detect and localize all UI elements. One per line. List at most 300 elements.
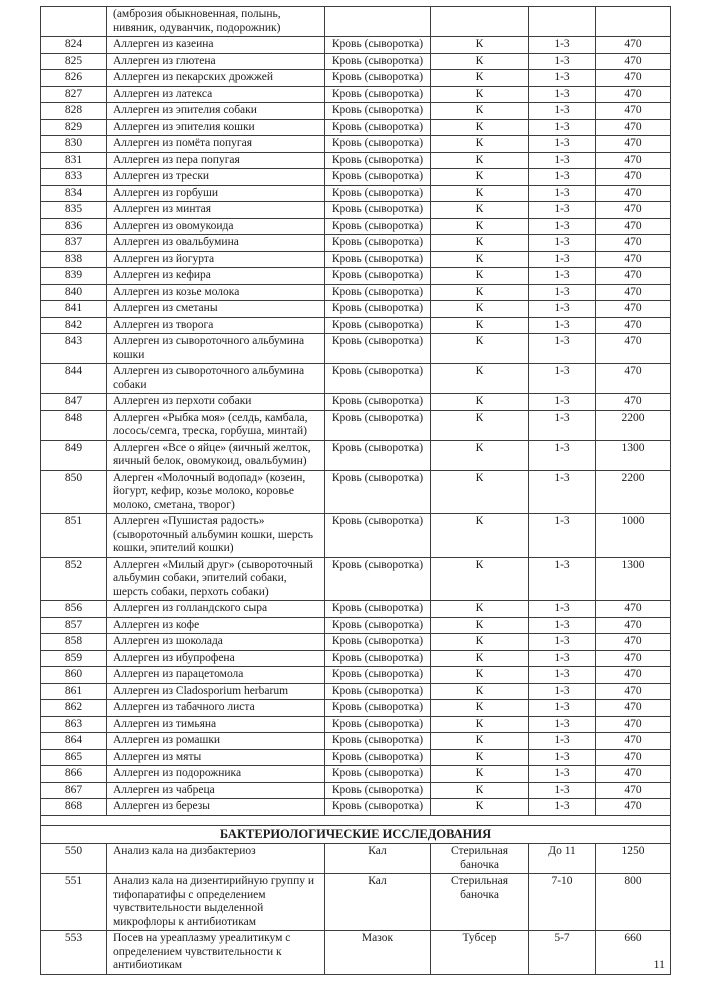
cell-biomaterial: Кал bbox=[325, 874, 431, 931]
cell-name: Аллерген из овальбумина bbox=[107, 235, 325, 252]
table-row bbox=[41, 650, 671, 667]
cell-code: 851 bbox=[41, 514, 107, 558]
cell-biomaterial: Кровь (сыворотка) bbox=[325, 650, 431, 667]
cell-days: 1-3 bbox=[529, 37, 596, 54]
cell-code: 834 bbox=[41, 185, 107, 202]
section-title: БАКТЕРИОЛОГИЧЕСКИЕ ИССЛЕДОВАНИЯ bbox=[41, 825, 671, 844]
cell-price: 470 bbox=[596, 700, 671, 717]
cell-code: 859 bbox=[41, 650, 107, 667]
cell-biomaterial: Кровь (сыворотка) bbox=[325, 103, 431, 120]
table-row bbox=[41, 268, 671, 285]
spacer-cell bbox=[41, 815, 671, 825]
cell-container: К bbox=[431, 37, 529, 54]
cell-price: 470 bbox=[596, 364, 671, 394]
cell-biomaterial: Кровь (сыворотка) bbox=[325, 749, 431, 766]
cell-days: 7-10 bbox=[529, 874, 596, 931]
cell-biomaterial: Кровь (сыворотка) bbox=[325, 557, 431, 601]
cell-days: 1-3 bbox=[529, 53, 596, 70]
cell-container: К bbox=[431, 617, 529, 634]
table-row bbox=[41, 202, 671, 219]
cell-name: Аллерген из овомукоида bbox=[107, 218, 325, 235]
cell-biomaterial: Кровь (сыворотка) bbox=[325, 634, 431, 651]
cell-container: К bbox=[431, 601, 529, 618]
cell-container: К bbox=[431, 268, 529, 285]
cell-days: До 11 bbox=[529, 844, 596, 874]
cell-container: К bbox=[431, 514, 529, 558]
continuation-row bbox=[41, 7, 671, 37]
cell-container: К bbox=[431, 716, 529, 733]
table-row bbox=[41, 683, 671, 700]
cell-name: Аллерген из сывороточного альбумина собаки bbox=[107, 364, 325, 394]
cell-biomaterial: Кровь (сыворотка) bbox=[325, 235, 431, 252]
table-row bbox=[41, 667, 671, 684]
cell-days: 1-3 bbox=[529, 617, 596, 634]
cell-days: 1-3 bbox=[529, 70, 596, 87]
cell-days: 1-3 bbox=[529, 410, 596, 440]
cell-container: К bbox=[431, 440, 529, 470]
cell-biomaterial: Кровь (сыворотка) bbox=[325, 364, 431, 394]
cell-code: 826 bbox=[41, 70, 107, 87]
cell-container: К bbox=[431, 410, 529, 440]
cell-biomaterial: Кровь (сыворотка) bbox=[325, 514, 431, 558]
cell-code: 860 bbox=[41, 667, 107, 684]
table-row bbox=[41, 334, 671, 364]
cell-code: 866 bbox=[41, 766, 107, 783]
cell-name: Аллерген из табачного листа bbox=[107, 700, 325, 717]
cell-price: 470 bbox=[596, 235, 671, 252]
cell-name: Аллерген из пекарских дрожжей bbox=[107, 70, 325, 87]
cell-biomaterial: Кровь (сыворотка) bbox=[325, 683, 431, 700]
cell-name: Аллерген из глютена bbox=[107, 53, 325, 70]
cell-container: К bbox=[431, 334, 529, 364]
cell-name: Аллерген из Cladosporium herbarum bbox=[107, 683, 325, 700]
cell-days: 1-3 bbox=[529, 152, 596, 169]
table-row bbox=[41, 557, 671, 601]
cell-days: 1-3 bbox=[529, 301, 596, 318]
cell-biomaterial: Кровь (сыворотка) bbox=[325, 601, 431, 618]
table-row bbox=[41, 317, 671, 334]
cell-name: Аллерген из сывороточного альбумина кошки bbox=[107, 334, 325, 364]
cell-container: К bbox=[431, 799, 529, 816]
cell-biomaterial: Кровь (сыворотка) bbox=[325, 667, 431, 684]
cell-name: Аллерген из тимьяна bbox=[107, 716, 325, 733]
cell-code bbox=[41, 7, 107, 37]
cell-price: 470 bbox=[596, 251, 671, 268]
cell-code: 837 bbox=[41, 235, 107, 252]
cell-biomaterial: Кровь (сыворотка) bbox=[325, 169, 431, 186]
cell-price: 470 bbox=[596, 799, 671, 816]
cell-code: 862 bbox=[41, 700, 107, 717]
cell-days bbox=[529, 7, 596, 37]
cell-container: К bbox=[431, 136, 529, 153]
cell-name: (амброзия обыкновенная, полынь, нивяник, одуванчик, подорожник) bbox=[107, 7, 325, 37]
cell-days: 1-3 bbox=[529, 440, 596, 470]
cell-price: 2200 bbox=[596, 410, 671, 440]
table-row bbox=[41, 931, 671, 975]
table-row bbox=[41, 364, 671, 394]
cell-biomaterial: Кал bbox=[325, 844, 431, 874]
spacer-row bbox=[41, 815, 671, 825]
cell-days: 1-3 bbox=[529, 86, 596, 103]
cell-code: 865 bbox=[41, 749, 107, 766]
cell-code: 864 bbox=[41, 733, 107, 750]
table-row bbox=[41, 749, 671, 766]
cell-name: Анализ кала на дизбактериоз bbox=[107, 844, 325, 874]
cell-price: 470 bbox=[596, 202, 671, 219]
cell-container: К bbox=[431, 317, 529, 334]
cell-days: 1-3 bbox=[529, 185, 596, 202]
cell-price: 470 bbox=[596, 53, 671, 70]
cell-biomaterial: Кровь (сыворотка) bbox=[325, 410, 431, 440]
table-row bbox=[41, 152, 671, 169]
cell-name: Аллерген из кефира bbox=[107, 268, 325, 285]
cell-price: 470 bbox=[596, 650, 671, 667]
cell-biomaterial: Кровь (сыворотка) bbox=[325, 440, 431, 470]
cell-days: 1-3 bbox=[529, 235, 596, 252]
table-row bbox=[41, 119, 671, 136]
cell-code: 835 bbox=[41, 202, 107, 219]
cell-days: 1-3 bbox=[529, 169, 596, 186]
cell-code: 836 bbox=[41, 218, 107, 235]
cell-name: Аллерген из трески bbox=[107, 169, 325, 186]
cell-container: К bbox=[431, 70, 529, 87]
cell-biomaterial: Кровь (сыворотка) bbox=[325, 218, 431, 235]
cell-price bbox=[596, 7, 671, 37]
cell-price: 1300 bbox=[596, 440, 671, 470]
cell-name: Аллерген из казеина bbox=[107, 37, 325, 54]
cell-biomaterial: Кровь (сыворотка) bbox=[325, 799, 431, 816]
cell-code: 840 bbox=[41, 284, 107, 301]
cell-code: 850 bbox=[41, 470, 107, 514]
cell-biomaterial: Кровь (сыворотка) bbox=[325, 37, 431, 54]
cell-days: 1-3 bbox=[529, 782, 596, 799]
cell-days: 1-3 bbox=[529, 667, 596, 684]
cell-code: 858 bbox=[41, 634, 107, 651]
cell-price: 470 bbox=[596, 766, 671, 783]
cell-container: К bbox=[431, 700, 529, 717]
cell-container: К bbox=[431, 364, 529, 394]
cell-container: К bbox=[431, 103, 529, 120]
table-row bbox=[41, 169, 671, 186]
cell-days: 1-3 bbox=[529, 634, 596, 651]
cell-name: Аллерген из йогурта bbox=[107, 251, 325, 268]
cell-biomaterial: Кровь (сыворотка) bbox=[325, 119, 431, 136]
cell-code: 852 bbox=[41, 557, 107, 601]
cell-name: Аллерген из кофе bbox=[107, 617, 325, 634]
cell-price: 470 bbox=[596, 169, 671, 186]
cell-name: Аллерген из горбуши bbox=[107, 185, 325, 202]
cell-code: 847 bbox=[41, 394, 107, 411]
cell-price: 2200 bbox=[596, 470, 671, 514]
cell-price: 470 bbox=[596, 103, 671, 120]
cell-days: 1-3 bbox=[529, 733, 596, 750]
cell-code: 841 bbox=[41, 301, 107, 318]
cell-biomaterial: Кровь (сыворотка) bbox=[325, 317, 431, 334]
cell-name: Аллерген из сметаны bbox=[107, 301, 325, 318]
cell-biomaterial: Кровь (сыворотка) bbox=[325, 86, 431, 103]
cell-container: Стерильная баночка bbox=[431, 844, 529, 874]
cell-container bbox=[431, 7, 529, 37]
cell-price: 470 bbox=[596, 667, 671, 684]
table-row bbox=[41, 617, 671, 634]
cell-biomaterial: Кровь (сыворотка) bbox=[325, 136, 431, 153]
cell-code: 861 bbox=[41, 683, 107, 700]
cell-price: 470 bbox=[596, 716, 671, 733]
table-row bbox=[41, 782, 671, 799]
table-row bbox=[41, 514, 671, 558]
table-row bbox=[41, 844, 671, 874]
cell-container: К bbox=[431, 119, 529, 136]
table-row bbox=[41, 53, 671, 70]
cell-name: Аллерген из пера попугая bbox=[107, 152, 325, 169]
cell-biomaterial: Кровь (сыворотка) bbox=[325, 70, 431, 87]
table-row bbox=[41, 410, 671, 440]
cell-days: 1-3 bbox=[529, 716, 596, 733]
cell-days: 1-3 bbox=[529, 119, 596, 136]
cell-code: 551 bbox=[41, 874, 107, 931]
cell-days: 1-3 bbox=[529, 766, 596, 783]
cell-name: Аллерген «Все о яйце» (яичный желток, яичный белок, овомукоид, овальбумин) bbox=[107, 440, 325, 470]
table-row bbox=[41, 37, 671, 54]
cell-name: Аллерген из березы bbox=[107, 799, 325, 816]
cell-price: 470 bbox=[596, 394, 671, 411]
cell-name: Аллерген из мяты bbox=[107, 749, 325, 766]
cell-days: 1-3 bbox=[529, 601, 596, 618]
cell-biomaterial: Кровь (сыворотка) bbox=[325, 53, 431, 70]
cell-container: К bbox=[431, 218, 529, 235]
cell-price: 470 bbox=[596, 782, 671, 799]
cell-price: 470 bbox=[596, 733, 671, 750]
cell-price: 470 bbox=[596, 317, 671, 334]
cell-container: К bbox=[431, 634, 529, 651]
cell-days: 1-3 bbox=[529, 470, 596, 514]
cell-price: 470 bbox=[596, 334, 671, 364]
cell-days: 1-3 bbox=[529, 557, 596, 601]
cell-price: 470 bbox=[596, 136, 671, 153]
cell-name: Посев на уреаплазму уреалитикум с определением чувствительности к антибиотикам bbox=[107, 931, 325, 975]
cell-container: К bbox=[431, 185, 529, 202]
cell-container: К bbox=[431, 782, 529, 799]
cell-code: 829 bbox=[41, 119, 107, 136]
cell-container: К bbox=[431, 667, 529, 684]
cell-container: К bbox=[431, 251, 529, 268]
cell-code: 825 bbox=[41, 53, 107, 70]
table-row bbox=[41, 103, 671, 120]
cell-code: 550 bbox=[41, 844, 107, 874]
cell-code: 848 bbox=[41, 410, 107, 440]
cell-code: 844 bbox=[41, 364, 107, 394]
cell-biomaterial: Кровь (сыворотка) bbox=[325, 284, 431, 301]
cell-container: К bbox=[431, 470, 529, 514]
cell-days: 1-3 bbox=[529, 364, 596, 394]
cell-container: Тубсер bbox=[431, 931, 529, 975]
cell-biomaterial: Кровь (сыворотка) bbox=[325, 733, 431, 750]
cell-name: Аллерген из парацетомола bbox=[107, 667, 325, 684]
cell-price: 470 bbox=[596, 301, 671, 318]
cell-price: 660 bbox=[596, 931, 671, 975]
cell-price: 470 bbox=[596, 37, 671, 54]
cell-biomaterial: Кровь (сыворотка) bbox=[325, 202, 431, 219]
table-row bbox=[41, 634, 671, 651]
cell-price: 470 bbox=[596, 268, 671, 285]
cell-container: К bbox=[431, 86, 529, 103]
cell-biomaterial: Кровь (сыворотка) bbox=[325, 301, 431, 318]
cell-name: Аллерген из шоколада bbox=[107, 634, 325, 651]
table-row bbox=[41, 601, 671, 618]
cell-code: 849 bbox=[41, 440, 107, 470]
cell-price: 470 bbox=[596, 617, 671, 634]
cell-code: 843 bbox=[41, 334, 107, 364]
table-row bbox=[41, 301, 671, 318]
table-row bbox=[41, 235, 671, 252]
cell-price: 470 bbox=[596, 284, 671, 301]
cell-biomaterial: Кровь (сыворотка) bbox=[325, 766, 431, 783]
cell-biomaterial: Кровь (сыворотка) bbox=[325, 716, 431, 733]
cell-code: 863 bbox=[41, 716, 107, 733]
cell-code: 831 bbox=[41, 152, 107, 169]
cell-name: Аллерген «Милый друг» (сывороточный альбумин собаки, эпителий собаки, шерсть собаки, перхоть собаки) bbox=[107, 557, 325, 601]
table-row bbox=[41, 284, 671, 301]
cell-biomaterial: Кровь (сыворотка) bbox=[325, 782, 431, 799]
price-list-table-body bbox=[41, 7, 671, 975]
cell-days: 1-3 bbox=[529, 514, 596, 558]
cell-price: 470 bbox=[596, 86, 671, 103]
cell-days: 1-3 bbox=[529, 103, 596, 120]
cell-name: Аллерген из перхоти собаки bbox=[107, 394, 325, 411]
table-row bbox=[41, 700, 671, 717]
table-row bbox=[41, 874, 671, 931]
cell-code: 838 bbox=[41, 251, 107, 268]
cell-name: Аллерген из творога bbox=[107, 317, 325, 334]
cell-biomaterial: Мазок bbox=[325, 931, 431, 975]
cell-container: К bbox=[431, 53, 529, 70]
cell-days: 1-3 bbox=[529, 202, 596, 219]
cell-days: 1-3 bbox=[529, 317, 596, 334]
cell-price: 1300 bbox=[596, 557, 671, 601]
cell-days: 1-3 bbox=[529, 799, 596, 816]
cell-price: 800 bbox=[596, 874, 671, 931]
table-row bbox=[41, 440, 671, 470]
cell-biomaterial: Кровь (сыворотка) bbox=[325, 617, 431, 634]
cell-days: 1-3 bbox=[529, 284, 596, 301]
cell-code: 828 bbox=[41, 103, 107, 120]
cell-price: 470 bbox=[596, 119, 671, 136]
cell-container: К bbox=[431, 733, 529, 750]
cell-container: К bbox=[431, 650, 529, 667]
cell-days: 5-7 bbox=[529, 931, 596, 975]
cell-name: Аллерген из ромашки bbox=[107, 733, 325, 750]
cell-biomaterial: Кровь (сыворотка) bbox=[325, 152, 431, 169]
table-row bbox=[41, 136, 671, 153]
cell-container: К bbox=[431, 235, 529, 252]
cell-name: Алерген «Молочный водопад» (козеин, йогурт, кефир, козье молоко, коровье молоко, сметана, творог) bbox=[107, 470, 325, 514]
cell-price: 470 bbox=[596, 634, 671, 651]
cell-biomaterial: Кровь (сыворотка) bbox=[325, 700, 431, 717]
cell-price: 470 bbox=[596, 218, 671, 235]
cell-days: 1-3 bbox=[529, 394, 596, 411]
cell-container: К bbox=[431, 152, 529, 169]
cell-code: 856 bbox=[41, 601, 107, 618]
price-list-table bbox=[40, 6, 671, 975]
page-number: 11 bbox=[653, 957, 665, 971]
cell-days: 1-3 bbox=[529, 749, 596, 766]
cell-name: Анализ кала на дизентирийную группу и тифопаратифы с определением чувствительности выделенной микрофлоры к антибиотикам bbox=[107, 874, 325, 931]
cell-days: 1-3 bbox=[529, 136, 596, 153]
cell-code: 827 bbox=[41, 86, 107, 103]
cell-biomaterial: Кровь (сыворотка) bbox=[325, 268, 431, 285]
cell-days: 1-3 bbox=[529, 650, 596, 667]
table-row bbox=[41, 218, 671, 235]
cell-biomaterial: Кровь (сыворотка) bbox=[325, 470, 431, 514]
cell-code: 867 bbox=[41, 782, 107, 799]
table-row bbox=[41, 86, 671, 103]
cell-days: 1-3 bbox=[529, 251, 596, 268]
cell-container: К bbox=[431, 394, 529, 411]
cell-days: 1-3 bbox=[529, 700, 596, 717]
table-row bbox=[41, 799, 671, 816]
cell-code: 553 bbox=[41, 931, 107, 975]
cell-name: Аллерген «Рыбка моя» (селдь, камбала, лосось/семга, треска, горбуша, минтай) bbox=[107, 410, 325, 440]
cell-days: 1-3 bbox=[529, 683, 596, 700]
cell-container: К bbox=[431, 749, 529, 766]
cell-container: К bbox=[431, 557, 529, 601]
table-row bbox=[41, 470, 671, 514]
cell-price: 470 bbox=[596, 70, 671, 87]
cell-name: Аллерген из минтая bbox=[107, 202, 325, 219]
cell-biomaterial: Кровь (сыворотка) bbox=[325, 394, 431, 411]
cell-name: Аллерген из козье молока bbox=[107, 284, 325, 301]
section-header-row bbox=[41, 825, 671, 844]
cell-days: 1-3 bbox=[529, 268, 596, 285]
cell-container: К bbox=[431, 202, 529, 219]
cell-price: 470 bbox=[596, 152, 671, 169]
cell-name: Аллерген из голландского сыра bbox=[107, 601, 325, 618]
table-row bbox=[41, 185, 671, 202]
cell-container: К bbox=[431, 284, 529, 301]
cell-biomaterial: Кровь (сыворотка) bbox=[325, 185, 431, 202]
cell-days: 1-3 bbox=[529, 334, 596, 364]
cell-container: Стерильная баночка bbox=[431, 874, 529, 931]
cell-name: Аллерген из эпителия собаки bbox=[107, 103, 325, 120]
cell-code: 839 bbox=[41, 268, 107, 285]
table-row bbox=[41, 766, 671, 783]
cell-biomaterial: Кровь (сыворотка) bbox=[325, 334, 431, 364]
cell-code: 824 bbox=[41, 37, 107, 54]
cell-container: К bbox=[431, 301, 529, 318]
cell-name: Аллерген из ибупрофена bbox=[107, 650, 325, 667]
cell-code: 857 bbox=[41, 617, 107, 634]
cell-days: 1-3 bbox=[529, 218, 596, 235]
cell-code: 830 bbox=[41, 136, 107, 153]
table-row bbox=[41, 716, 671, 733]
cell-name: Аллерген из эпителия кошки bbox=[107, 119, 325, 136]
cell-name: Аллерген из помёта попугая bbox=[107, 136, 325, 153]
cell-container: К bbox=[431, 766, 529, 783]
cell-container: К bbox=[431, 169, 529, 186]
table-row bbox=[41, 733, 671, 750]
cell-code: 868 bbox=[41, 799, 107, 816]
cell-price: 470 bbox=[596, 185, 671, 202]
table-row bbox=[41, 70, 671, 87]
table-row bbox=[41, 394, 671, 411]
cell-name: Аллерген из чабреца bbox=[107, 782, 325, 799]
table-row bbox=[41, 251, 671, 268]
cell-biomaterial bbox=[325, 7, 431, 37]
cell-name: Аллерген «Пушистая радость» (сывороточный альбумин кошки, шерсть кошки, эпителий кошки) bbox=[107, 514, 325, 558]
cell-price: 470 bbox=[596, 749, 671, 766]
cell-price: 470 bbox=[596, 683, 671, 700]
cell-biomaterial: Кровь (сыворотка) bbox=[325, 251, 431, 268]
